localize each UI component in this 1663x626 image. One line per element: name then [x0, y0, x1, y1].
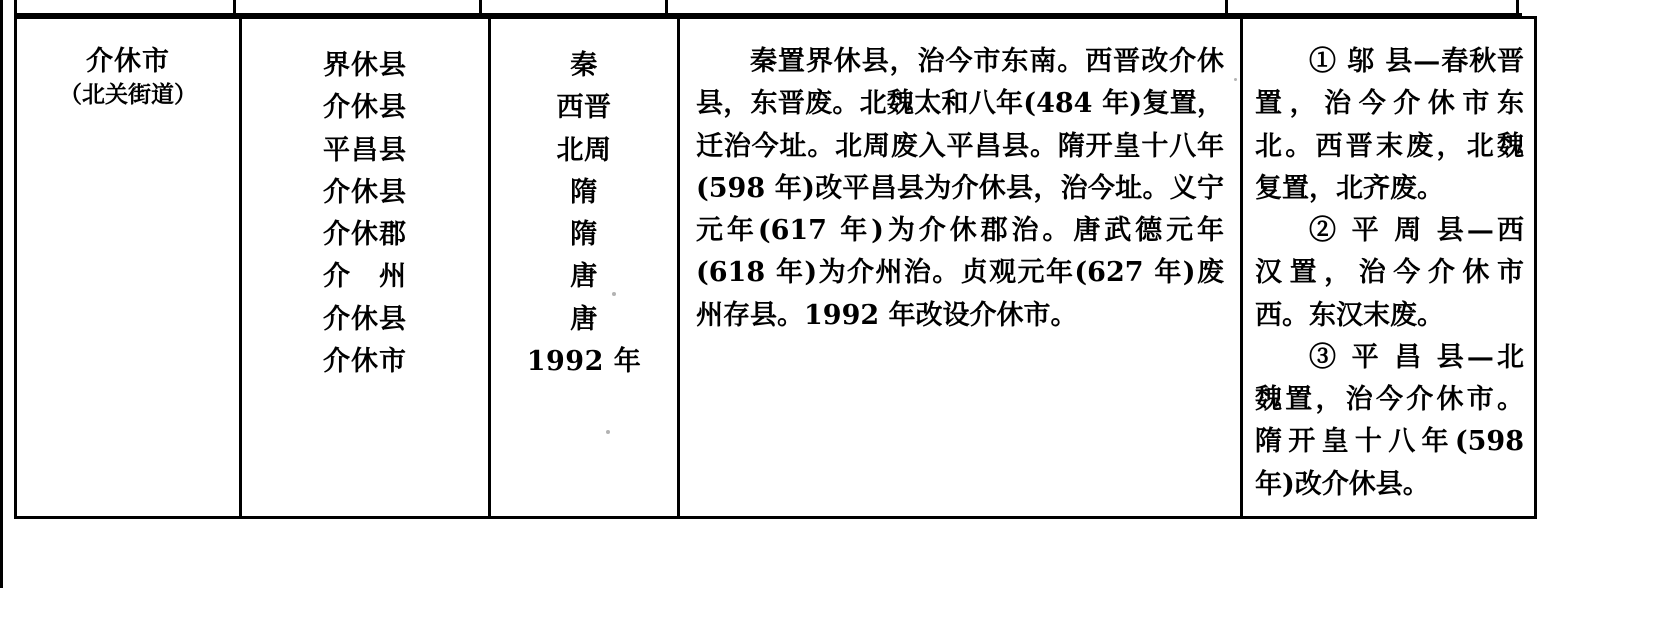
- former-name-item: 界休县: [323, 50, 407, 81]
- description-text: 秦置界休县，治今市东南。西晋改介休县，东晋废。北魏太和八年(484 年)复置，迁治今址。北周废入平昌县。隋开皇十八年(598 年)改平昌县为介休县，治今址。义宁元年(617 年)为介休郡治。唐武德元年(618 年)为介州治。贞观元年(627 年)废州存县。1992 年改设介休市。: [696, 46, 1224, 331]
- scan-speckle: [606, 430, 610, 434]
- era-item: 1992 年: [526, 345, 642, 377]
- scan-speckle: [612, 292, 616, 296]
- era-item: 唐: [570, 261, 598, 293]
- former-name-item: 介休县: [323, 176, 407, 208]
- strip-segment-era: [482, 0, 668, 13]
- former-name-item: 介休县: [323, 303, 407, 335]
- former-name-item: 介休县: [323, 92, 407, 124]
- note-item: ② 平 周 县—西汉置，治今介休市西。东汉末废。: [1255, 215, 1524, 331]
- note-item: ③ 平 昌 县—北魏置，治今介休市。隋开皇十八年(598 年)改介休县。: [1255, 341, 1524, 500]
- era-item: 隋: [570, 219, 598, 250]
- table-row: [16, 18, 1536, 518]
- cell-notes: [1242, 18, 1536, 518]
- era-item: 隋: [570, 176, 598, 208]
- former-name-item: 介休市: [323, 345, 407, 377]
- former-name-item: 介 州: [323, 261, 407, 293]
- cell-description: [679, 18, 1242, 518]
- era-item: 唐: [570, 303, 598, 335]
- era-item: 秦: [570, 50, 598, 81]
- former-name-item: 介休郡: [323, 219, 407, 250]
- place-name-main: 介休市: [86, 46, 170, 77]
- historical-place-names-table: [14, 16, 1537, 519]
- cell-eras: [490, 18, 679, 518]
- era-item: 西晋: [556, 92, 612, 124]
- note-item: ① 邬 县—春秋晋置，治今介休市东北。西晋末废，北魏复置，北齐废。: [1255, 46, 1524, 204]
- cell-place-name: [16, 18, 241, 518]
- strip-segment-name: [14, 0, 236, 13]
- table-outer-left-rule: [0, 0, 3, 588]
- former-names-list: [252, 45, 478, 383]
- era-item: 北周: [556, 134, 612, 166]
- place-name-sub: （北关街道）: [59, 80, 197, 108]
- strip-segment-notes: [1228, 0, 1519, 13]
- strip-segment-former-names: [236, 0, 482, 13]
- cell-former-names: [241, 18, 490, 518]
- strip-segment-description: [668, 0, 1228, 13]
- table-previous-row-strip: [14, 0, 1522, 16]
- scan-speckle: [1234, 78, 1237, 81]
- era-list: [501, 45, 667, 383]
- former-name-item: 平昌县: [323, 134, 407, 166]
